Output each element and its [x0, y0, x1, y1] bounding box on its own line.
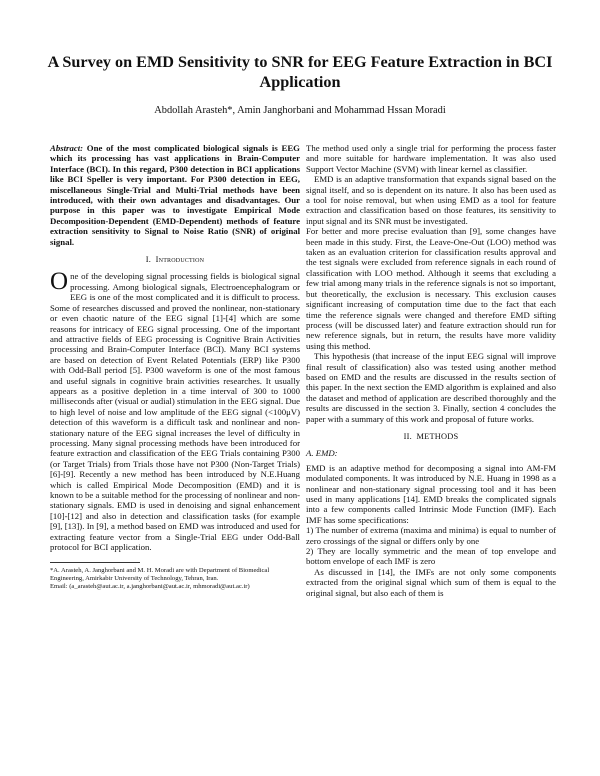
intro-text: ne of the developing signal processing fields is biological signal processing. Among biological signals, Electroencephalogram or EEG is one of the most complicated and it is difficult to process. Some of researches discussed and proved the nonlinear, non-stationary or even chaotic nature of the EEG signal [1]-[4] which are some reasons for intricacy of EEG signal processing. One of the important and attractive fields of EEG processing is Cognitive Brain Activities processing and Brain-Computer Interface (BCI). Many BCI systems are based on detection of Event Related Potentials (ERP) like P300 with Odd-Ball period [5]. P300 waveform is one of the most famous and useful signals in cognitive brain activities researches. It usually appears as a positive depletion in a time interval of 300 to 1000 milliseconds after (visual or audial) stimulation in the EEG signal. Due to high level of noise and low amplitude of the EEG signal (<100μV) detection of this waveform is a difficult task and nonlinear and non-stationary nature of the EEG signal increases the level of difficulty in processing. Many signal processing methods have been introduced for feature extraction and classification of the EEG Trials containing P300 (or Target Trials) from Trials those have not P300 (Non-Target Trials) [6]-[9]. Recently a new method has been introduced by N.E.Huang which is called Empirical Mode Decomposition (EMD) and it is known to be a suitable method for the processing of nonlinear and non-stationary signals. EMD is used in denoising and signal enhancement [10]-[12] and also in detection and classification tasks (for example [9], [13]). In [9], a method based on EMD was introduced and used for extracting feature vector from a Single-Trial EEG under Odd-Ball protocol for BCI application. [50, 271, 300, 553]
right-column [306, 143, 556, 598]
paragraph: For better and more precise evaluation than [9], some changes have been made in this study. First, the Leave-One-Out (LOO) method was taken as an evaluation criterion for classification results approval and the test signals were excluded from reference signals in each round of classification with LOO method. Although it seems that excluding a few trial among many trials in the reference signals is not so important, but theoretically, the exclusion is necessary. This exclusion causes significant increasing of computation time due to the fact that each time the reference signals were changed and therefore EMD sifting process (will be discussed later) and feature extraction should run for new reference signals, but in return, the results have more validity using this method. [306, 226, 556, 351]
section-heading-methods [306, 432, 556, 442]
footnote-affiliation: *A. Arasteh, A. Janghorbani and M. H. Moradi are with Department of Biomedical Engineering, Amirkabir University of Technology, Tehran, Iran. [50, 567, 270, 583]
list-item: 1) The number of extrema (maxima and minima) is equal to number of zero crossings of the signal or differs only by one [306, 525, 556, 546]
footnote-divider [50, 562, 140, 563]
author-footnote [50, 567, 300, 591]
subsection-heading-emd: A. EMD: [306, 448, 338, 459]
section-number: II. [403, 431, 412, 441]
paragraph: As discussed in [14], the IMFs are not only some components extracted from the original signal which sum of them is equal to the original signal, but also each of them is [306, 566, 556, 598]
left-column [50, 143, 300, 591]
footnote-email: Email: (a_arasteh@aut.ac.ir, a.janghorbani@aut.ac.ir, mhmoradi@aut.ac.ir) [50, 583, 250, 591]
paragraph: EMD is an adaptive transformation that expands signal based on the signal itself, and so is dependent on its nature. It also has been used as a tool for noise removal, but when using EMD as a tool for feature extraction and classification based on those features, its sensitivity to input signal and its SNR must be investigated. [306, 174, 556, 226]
paragraph: EMD is an adaptive method for decomposing a signal into AM-FM modulated components. It was introduced by N.E. Huang in 1998 as a nonlinear and non-stationary signal processing tool and it has been used in many applications [14]. EMD breaks the complicated signals into a few components called Intrinsic Mode Function (IMF). Each IMF has some specifications: [306, 462, 556, 525]
drop-cap: O [50, 268, 69, 296]
section-number: I. [145, 255, 152, 265]
section-heading-introduction [50, 255, 300, 265]
abstract-lead: Abstract: [50, 143, 84, 153]
paper-title: A Survey on EMD Sensitivity to SNR for EEG Feature Extraction in BCI Application [47, 53, 553, 91]
list-item: 2) They are locally symmetric and the mean of top envelope and bottom envelope of each IMF is zero [306, 546, 556, 567]
author-list: Abdollah Arasteh*, Amin Janghorbani and Mohammad Hssan Moradi [154, 105, 446, 116]
abstract-text: One of the most complicated biological signals is EEG which its processing has vast applications in Brain-Computer Interface (BCI). In this regard, P300 detection in BCI applications like BCI Speller is very important. For P300 detection in EEG, miscellaneous Single-Trial and Multi-Trial methods have been introduced, with their own advantages and disadvantages. Our purpose in this paper was to investigate Empirical Mode Decomposition-Dependent (EMD-Dependent) methods of feature extraction sensitivity to Signal to Noise Ratio (SNR) of original signal. [50, 143, 300, 247]
section-title: Introduction [155, 255, 205, 265]
abstract [50, 143, 300, 247]
section-title: METHODS [416, 431, 459, 441]
paragraph: This hypothesis (that increase of the input EEG signal will improve final result of classification) also was tested using another method based on EMD and the results are discussed in the results section of this paper. In the next section the EMD algorithm is explained and also the dataset and method of application are described thoroughly and the results are discussed in the section 3. Finally, section 4 concludes the paper with a summary of this work and proposal of future works. [306, 351, 556, 424]
paragraph: The method used only a single trial for performing the process faster and more suitable for hardware implementation. It was also used Support Vector Machine (SVM) with linear kernel as classifier. [306, 143, 556, 174]
intro-paragraph [50, 268, 300, 553]
